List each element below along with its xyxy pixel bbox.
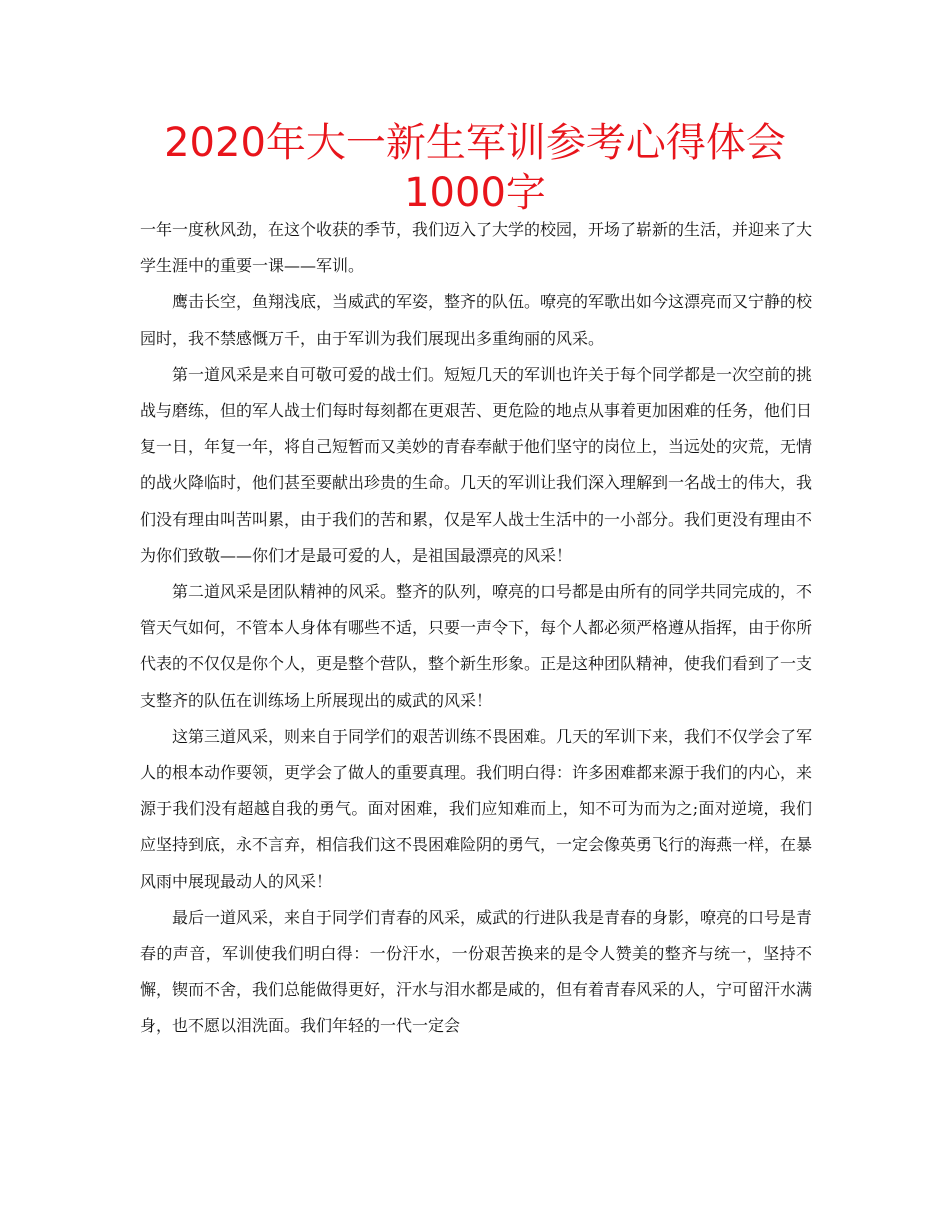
document-title: 2020年大一新生军训参考心得体会1000字: [164, 120, 786, 216]
paragraph-last-style: 最后一道风采，来自于同学们青春的风采，威武的行进队我是青春的身影，嘹亮的口号是青春的声音，军训使我们明白得：一份汗水，一份艰苦换来的是令人赞美的整齐与统一，坚持不懈，锲而不舍，我们总能做得更好，汗水与泪水都是咸的，但有着青春风采的人，宁可留汗水满身，也不愿以泪洗面。我们年轻的一代一定会: [140, 907, 813, 1036]
paragraph-second-style: 第二道风采是团队精神的风采。整齐的队列，嘹亮的口号都是由所有的同学共同完成的，不管天气如何，不管本人身体有哪些不适，只要一声令下，每个人都必须严格遵从指挥，由于你所代表的不仅仅是你个人，更是整个营队，整个新生形象。正是这种团队精神，使我们看到了一支支整齐的队伍在训练场上所展现出的威武的风采！: [140, 582, 813, 710]
paragraph-intro: 一年一度秋风劲，在这个收获的季节，我们迈入了大学的校园，开场了崭新的生活，并迎来了大学生涯中的重要一课——军训。: [140, 220, 813, 276]
paragraph-opening: 鹰击长空，鱼翔浅底，当威武的军姿，整齐的队伍。嘹亮的军歌出如今这漂亮而又宁静的校园时，我不禁感慨万千，由于军训为我们展现出多重绚丽的风采。: [140, 292, 813, 348]
paragraph-first-style: 第一道风采是来自可敬可爱的战士们。短短几天的军训也许关于每个同学都是一次空前的挑战与磨练，但的军人战士们每时每刻都在更艰苦、更危险的地点从事着更加困难的任务，他们日复一日，年复一年，将自己短暂而又美妙的青春奉献于他们坚守的岗位上，当远处的灾荒，无情的战火降临时，他们甚至要献出珍贵的生命。几天的军训让我们深入理解到一名战士的伟大，我们没有理由叫苦叫累，由于我们的苦和累，仅是军人战士生活中的一小部分。我们更没有理由不为你们致敬——你们才是最可爱的人，是祖国最漂亮的风采！: [140, 364, 813, 565]
paragraph-third-style: 这第三道风采，则来自于同学们的艰苦训练不畏困难。几天的军训下来，我们不仅学会了军人的根本动作要领，更学会了做人的重要真理。我们明白得：许多困难都来源于我们的内心，来源于我们没有超越自我的勇气。面对困难，我们应知难而上，知不可为而为之;面对逆境，我们应坚持到底，永不言弃，相信我们这不畏困难险阴的勇气，一定会像英勇飞行的海燕一样，在暴风雨中展现最动人的风采！: [140, 726, 813, 891]
document-body: [140, 212, 812, 1045]
